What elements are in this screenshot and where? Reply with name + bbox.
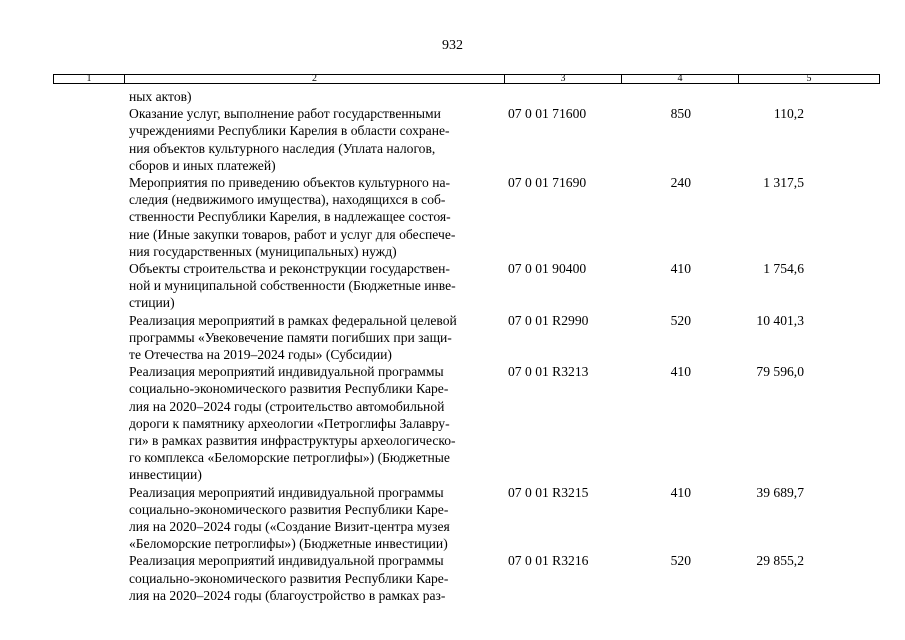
description-line: учреждениями Республики Карелия в области сохране- bbox=[129, 123, 450, 139]
row-code: 07 0 01 90400 bbox=[508, 261, 587, 277]
description-line: Реализация мероприятий индивидуальной программы bbox=[129, 553, 444, 569]
description-line: лия на 2020–2024 годы («Создание Визит-центра музея bbox=[129, 519, 450, 535]
table-row bbox=[0, 363, 905, 483]
row-description bbox=[129, 552, 497, 604]
row-code: 07 0 01 R2990 bbox=[508, 312, 589, 328]
table-row bbox=[0, 88, 905, 105]
description-line: Объекты строительства и реконструкции государствен- bbox=[129, 261, 450, 277]
description-line: лия на 2020–2024 годы (строительство автомобильной bbox=[129, 398, 445, 414]
row-expense-type: 410 bbox=[670, 484, 691, 500]
table-row bbox=[0, 312, 905, 364]
row-expense-type: 410 bbox=[670, 261, 691, 277]
row-amount: 1 754,6 bbox=[763, 261, 804, 277]
table-row bbox=[0, 174, 905, 260]
header-col-3: 3 bbox=[504, 75, 621, 83]
description-line: Мероприятия по приведению объектов культурного на- bbox=[129, 175, 451, 191]
row-expense-type: 850 bbox=[670, 106, 691, 122]
row-description bbox=[129, 105, 497, 174]
description-line: Реализация мероприятий в рамках федеральной целевой bbox=[129, 312, 457, 328]
description-line: ния объектов культурного наследия (Уплата налогов, bbox=[129, 140, 436, 156]
row-amount: 79 596,0 bbox=[756, 364, 804, 380]
row-amount: 1 317,5 bbox=[763, 175, 804, 191]
description-line: следия (недвижимого имущества), находящихся в соб- bbox=[129, 192, 446, 208]
header-col-1: 1 bbox=[86, 73, 92, 84]
description-line: стиции) bbox=[129, 295, 175, 311]
table-row bbox=[0, 105, 905, 174]
description-line: ной и муниципальной собственности (Бюджетные инве- bbox=[129, 278, 456, 294]
row-description bbox=[129, 312, 497, 364]
description-line: Реализация мероприятий индивидуальной программы bbox=[129, 364, 444, 380]
row-description bbox=[129, 363, 497, 483]
description-line: инвестиции) bbox=[129, 467, 202, 483]
description-line: ных актов) bbox=[129, 89, 192, 104]
description-line: социально-экономического развития Республики Каре- bbox=[129, 381, 449, 397]
header-col-4: 4 bbox=[621, 75, 738, 83]
row-description bbox=[129, 88, 497, 105]
table-row bbox=[0, 552, 905, 604]
description-line: ги» в рамках развития инфраструктуры археологическо- bbox=[129, 433, 456, 449]
header-col-2: 2 bbox=[124, 75, 504, 83]
description-line: ние (Иные закупки товаров, работ и услуг для обеспече- bbox=[129, 226, 456, 242]
description-line: «Беломорские петроглифы») (Бюджетные инвестиции) bbox=[129, 536, 448, 552]
table-row bbox=[0, 260, 905, 312]
description-line: лия на 2020–2024 годы (благоустройство в рамках раз- bbox=[129, 587, 446, 603]
row-code: 07 0 01 71690 bbox=[508, 175, 587, 191]
table-row bbox=[0, 484, 905, 553]
header-col-5: 5 bbox=[738, 75, 879, 83]
table-body bbox=[0, 88, 905, 604]
description-line: ния государственных (муниципальных) нужд) bbox=[129, 243, 397, 259]
row-code: 07 0 01 71600 bbox=[508, 106, 587, 122]
row-amount: 29 855,2 bbox=[756, 553, 804, 569]
row-code: 07 0 01 R3216 bbox=[508, 553, 589, 569]
row-code: 07 0 01 R3215 bbox=[508, 484, 589, 500]
description-line: сборов и иных платежей) bbox=[129, 157, 276, 173]
row-description bbox=[129, 484, 497, 553]
row-code bbox=[508, 88, 618, 105]
row-expense-type: 520 bbox=[670, 312, 691, 328]
description-line: дороги к памятнику археологии «Петроглифы Залавру- bbox=[129, 415, 450, 431]
row-description bbox=[129, 174, 497, 260]
description-line: го комплекса «Беломорские петроглифы») (Бюджетные bbox=[129, 450, 450, 466]
row-expense-type bbox=[618, 88, 691, 105]
row-description bbox=[129, 260, 497, 312]
table-header-row bbox=[53, 74, 880, 84]
row-expense-type: 240 bbox=[670, 175, 691, 191]
row-amount bbox=[691, 88, 804, 105]
description-line: социально-экономического развития Республики Каре- bbox=[129, 501, 449, 517]
description-line: те Отечества на 2019–2024 годы» (Субсидии) bbox=[129, 347, 392, 363]
page-number: 932 bbox=[442, 38, 463, 53]
description-line: социально-экономического развития Республики Каре- bbox=[129, 570, 449, 586]
row-expense-type: 410 bbox=[670, 364, 691, 380]
row-amount: 39 689,7 bbox=[756, 484, 804, 500]
description-line: ственности Республики Карелия, в надлежащее состоя- bbox=[129, 209, 451, 225]
row-amount: 10 401,3 bbox=[756, 312, 804, 328]
description-line: Реализация мероприятий индивидуальной программы bbox=[129, 484, 444, 500]
row-amount: 110,2 bbox=[773, 106, 804, 122]
description-line: Оказание услуг, выполнение работ государственными bbox=[129, 106, 441, 122]
description-line: программы «Увековечение памяти погибших при защи- bbox=[129, 329, 452, 345]
row-code: 07 0 01 R3213 bbox=[508, 364, 589, 380]
row-expense-type: 520 bbox=[670, 553, 691, 569]
